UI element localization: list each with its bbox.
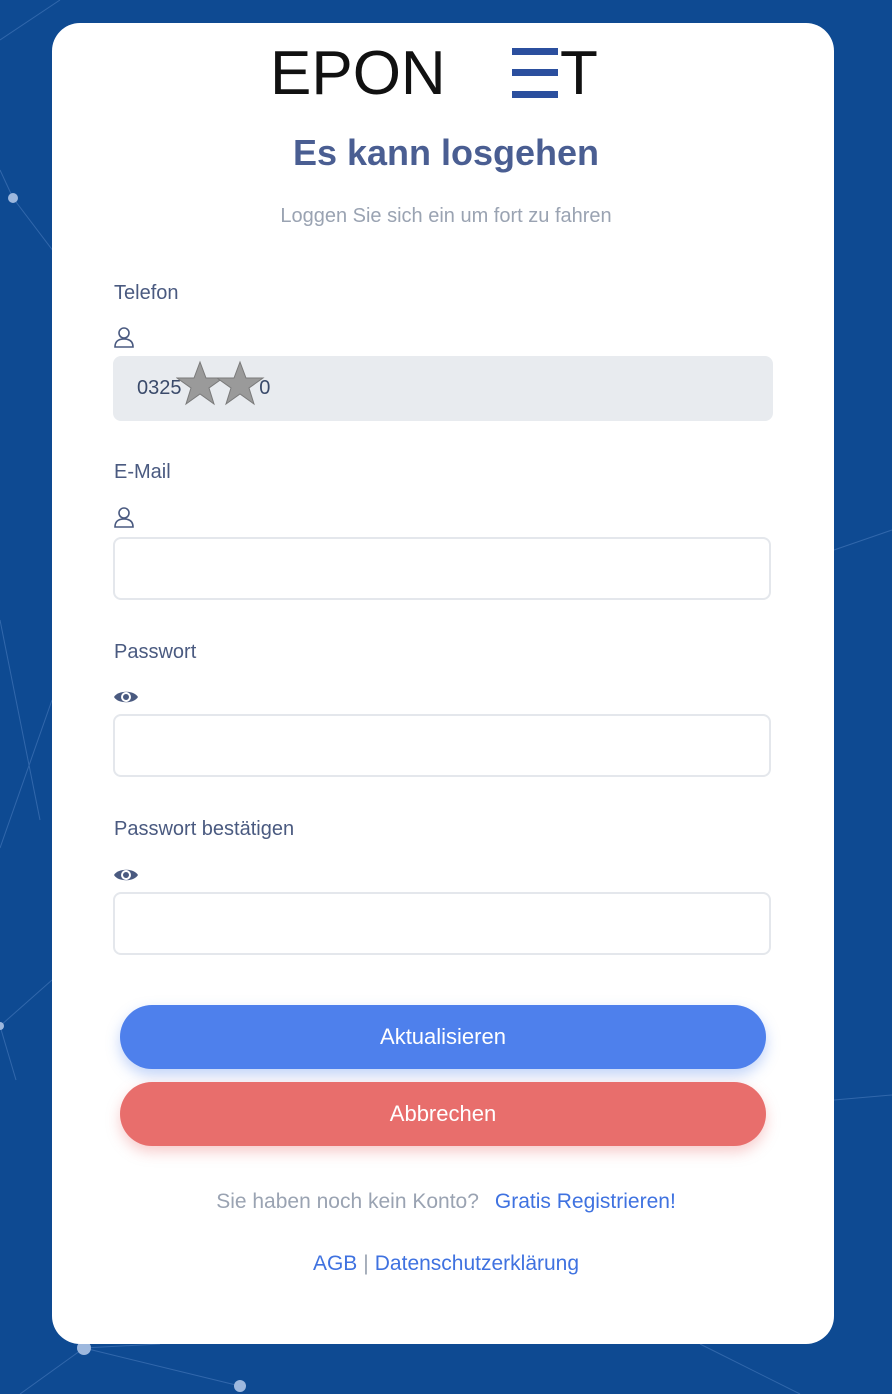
page-subtitle: Loggen Sie sich ein um fort zu fahren	[280, 205, 612, 227]
redaction-stars-icon	[176, 360, 272, 412]
eye-icon[interactable]	[113, 864, 139, 886]
email-label: E-Mail	[114, 461, 171, 483]
password-input[interactable]	[113, 714, 771, 777]
eye-icon[interactable]	[113, 686, 139, 708]
register-row	[0, 1190, 892, 1214]
terms-link[interactable]: AGB	[312, 1252, 358, 1275]
logo-e-bars-icon	[512, 48, 558, 98]
cancel-button[interactable]: Abbrechen	[120, 1082, 766, 1146]
page-title: Es kann losgehen	[292, 132, 600, 173]
password-confirm-input[interactable]	[113, 892, 771, 955]
register-link[interactable]: Gratis Registrieren!	[494, 1190, 676, 1213]
password-confirm-label: Passwort bestätigen	[114, 818, 295, 840]
update-button[interactable]: Aktualisieren	[120, 1005, 766, 1069]
footer-separator: |	[363, 1252, 369, 1275]
footer-links	[0, 1252, 892, 1276]
logo-text-right: T	[560, 39, 598, 108]
user-icon	[113, 326, 137, 348]
password-label: Passwort	[114, 641, 197, 663]
phone-label: Telefon	[114, 282, 179, 304]
logo-text-left: EPON	[270, 39, 446, 108]
register-prompt: Sie haben noch kein Konto?	[216, 1190, 479, 1213]
email-input[interactable]	[113, 537, 771, 600]
eponet-logo	[270, 39, 616, 108]
privacy-link[interactable]: Datenschutzerklärung	[374, 1252, 580, 1275]
user-icon	[113, 506, 137, 528]
